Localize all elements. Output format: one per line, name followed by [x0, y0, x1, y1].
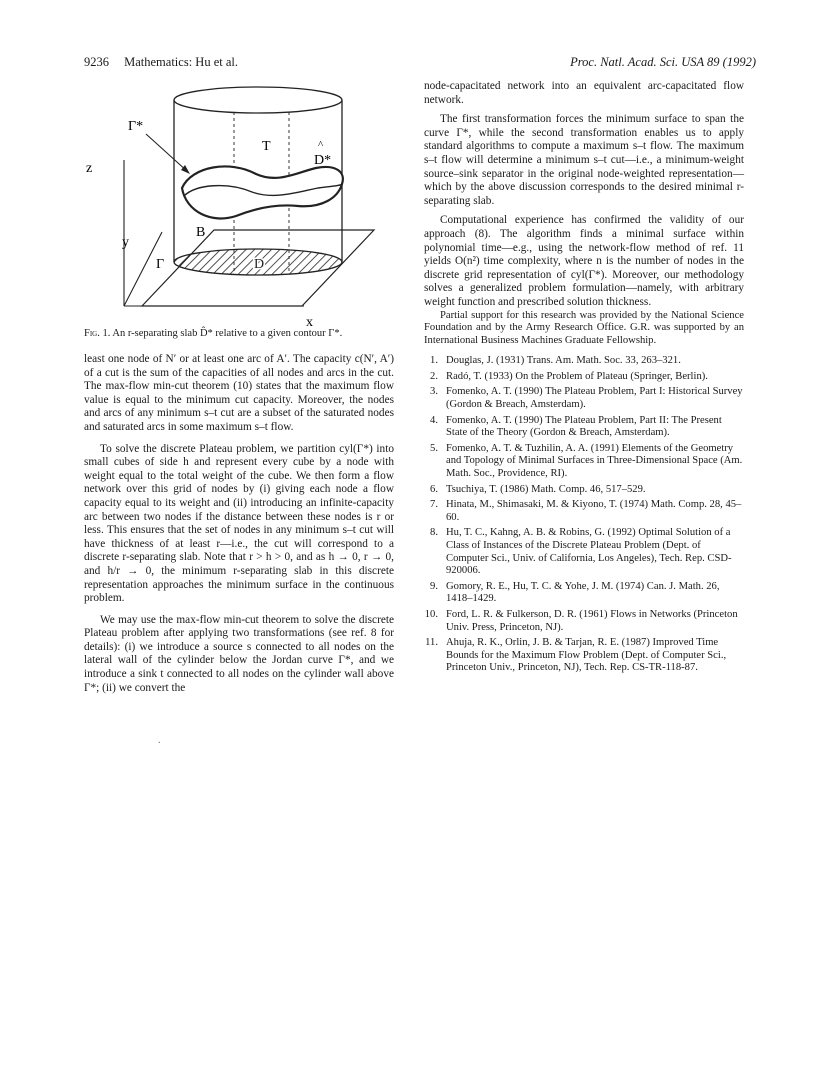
- reference-item: [424, 609, 744, 634]
- reference-text: Radó, T. (1933) On the Problem of Plateau (Springer, Berlin).: [446, 370, 708, 382]
- acknowledgment: Partial support for this research was provided by the National Science Foundation and by the Army Research Office. G.R. was supported by an International Business Machines Graduate Fellowship.: [424, 309, 744, 346]
- label-d-hat: ^: [318, 139, 324, 151]
- reference-item: [424, 371, 744, 384]
- label-z: z: [86, 161, 93, 176]
- cylinder-top: [174, 87, 342, 113]
- reference-text: Tsuchiya, T. (1986) Math. Comp. 46, 517–529.: [446, 483, 646, 495]
- reference-item: [424, 415, 744, 440]
- label-gamma-star: Γ*: [128, 119, 144, 134]
- running-header-left: [84, 55, 238, 70]
- reference-item: [424, 499, 744, 524]
- reference-text: Ahuja, R. K., Orlin, J. B. & Tarjan, R. E. (1987) Improved Time Bounds for the Maximum Flow Problem (Dept. of Computer Sci., Princeton Univ., Princeton, NJ), Tech. Rep. CS-TR-118-87.: [446, 637, 727, 674]
- reference-text: Ford, L. R. & Fulkerson, D. R. (1961) Flows in Networks (Princeton Univ. Press, Princeton, NJ).: [446, 608, 738, 633]
- scan-mark: .: [158, 735, 161, 746]
- reference-item: [424, 527, 744, 577]
- reference-number: 1.: [430, 355, 438, 367]
- caption-label: Fig. 1.: [84, 328, 111, 339]
- section-title: Mathematics: Hu et al.: [124, 55, 238, 69]
- reference-item: [424, 484, 744, 497]
- paragraph: The first transformation forces the minimum surface to span the curve Γ*, while the second transformation enables us to apply standard algorithms to compute a maximum s–t flow. The maximum s–t flow will determine a minimum s–t cut—i.e., a minimum-weight source–sink separator in the original node-weighted representation—which by the above discussion corresponds to the desired minimal r-separating slab.: [424, 113, 744, 207]
- reference-item: [424, 355, 744, 368]
- label-b: B: [196, 225, 206, 240]
- label-t: T: [262, 139, 271, 154]
- reference-item: [424, 637, 744, 675]
- right-column: [424, 80, 744, 678]
- paragraph: least one node of N′ or at least one arc of A′. The capacity c(N′, A′) of a cut is the sum of the capacities of all nodes and arcs in the cut. The max-flow min-cut theorem (10) states that the maximum flow value is equal to the minimum cut capacity. Moreover, the nodes and arcs of any minimum s–t cut are a subset of the saturated nodes and saturated arcs in some maximum s–t flow.: [84, 353, 394, 433]
- page-number: 9236: [84, 55, 109, 69]
- label-d: D: [254, 257, 265, 272]
- gamma-star-arrow: [146, 134, 188, 172]
- journal-citation: Proc. Natl. Acad. Sci. USA 89 (1992): [570, 55, 756, 69]
- cylinder-diagram: [84, 80, 404, 328]
- paragraph: To solve the discrete Plateau problem, we partition cyl(Γ*) into small cubes of side h and represent every cube by a node with weight equal to the total weight of the cube. We then form a flow network over this grid of nodes by (i) giving each node a flow capacity equal to its weight and (ii) introducing an infinite-capacity arc between two nodes if the distance between these nodes is r or less. This ensures that the set of nodes in any minimum s–t cut will have thickness of at least r—i.e., the cut will correspond to a discrete r-separating slab. Note that r > h > 0, and as h → 0, r → 0, and h/r → 0, the minimum r-separating slab in this discrete representation approaches the minimum surface in the continuous problem.: [84, 442, 394, 605]
- reference-number: 7.: [430, 499, 438, 511]
- paragraph: We may use the max-flow min-cut theorem to solve the discrete Plateau problem after applying two transformations (see ref. 8 for details): (i) we introduce a source s connected to all nodes on the lateral wall of the cylinder below the Jordan curve Γ*, and we introduce a sink t connected to all nodes on the cylinder wall above Γ*; (ii) we convert the: [84, 613, 394, 694]
- figure-caption: [84, 327, 404, 340]
- reference-number: 6.: [430, 483, 438, 495]
- label-gamma: Γ: [156, 257, 165, 272]
- reference-number: 10.: [424, 608, 438, 620]
- left-column: [84, 353, 394, 695]
- paragraph: Computational experience has confirmed the validity of our approach (8). The algorithm finds a minimal surface within polynomial time—e.g., using the network-flow method of ref. 11 yields O(n²) time complexity, where n is the number of nodes in the discrete grid representation of cyl(Γ*). Moreover, our methodology solves a generalized problem formulation—namely, with arbitrary weight function and prescribed solution thickness.: [424, 214, 744, 308]
- reference-text: Fomenko, A. T. & Tuzhilin, A. A. (1991) Elements of the Geometry and Topology of Minimal Surfaces in Three-Dimensional Space (Am. Math. Soc., Providence, RI).: [446, 442, 743, 480]
- separating-slab-surface: [182, 166, 343, 218]
- reference-text: Hinata, M., Shimasaki, M. & Kiyono, T. (1974) Math. Comp. 28, 45–60.: [446, 499, 742, 523]
- reference-number: 9.: [430, 580, 438, 592]
- reference-text: Douglas, J. (1931) Trans. Am. Math. Soc. 33, 263–321.: [446, 355, 681, 367]
- label-x: x: [306, 315, 313, 328]
- reference-number: 11.: [425, 637, 438, 649]
- label-d-star: D*: [314, 153, 332, 168]
- label-y: y: [122, 235, 129, 250]
- reference-text: Hu, T. C., Kahng, A. B. & Robins, G. (1992) Optimal Solution of a Class of Instances of the Discrete Plateau Problem (Dept. of Computer Sci., Univ. of California, Los Angeles), Tech. Rep. CSD-920006.: [446, 527, 732, 577]
- reference-text: Gomory, R. E., Hu, T. C. & Yohe, J. M. (1974) Can. J. Math. 26, 1418–1429.: [446, 580, 720, 605]
- reference-list: [424, 355, 744, 675]
- reference-text: Fomenko, A. T. (1990) The Plateau Problem, Part I: Historical Survey (Gordon & Breach, Amsterdam).: [446, 386, 743, 411]
- reference-text: Fomenko, A. T. (1990) The Plateau Problem, Part II: The Present State of the Theory (Gordon & Breach, Amsterdam).: [446, 414, 722, 439]
- paragraph: node-capacitated network into an equivalent arc-capacitated flow network.: [424, 80, 744, 106]
- figure-1: [84, 80, 404, 328]
- reference-item: [424, 386, 744, 411]
- caption-text: An r-separating slab D̂* relative to a given contour Γ*.: [112, 328, 343, 339]
- reference-number: 4.: [430, 414, 438, 426]
- reference-number: 8.: [430, 527, 438, 539]
- reference-item: [424, 443, 744, 481]
- reference-number: 3.: [430, 386, 438, 398]
- reference-item: [424, 581, 744, 606]
- reference-number: 5.: [430, 442, 438, 454]
- reference-number: 2.: [430, 370, 438, 382]
